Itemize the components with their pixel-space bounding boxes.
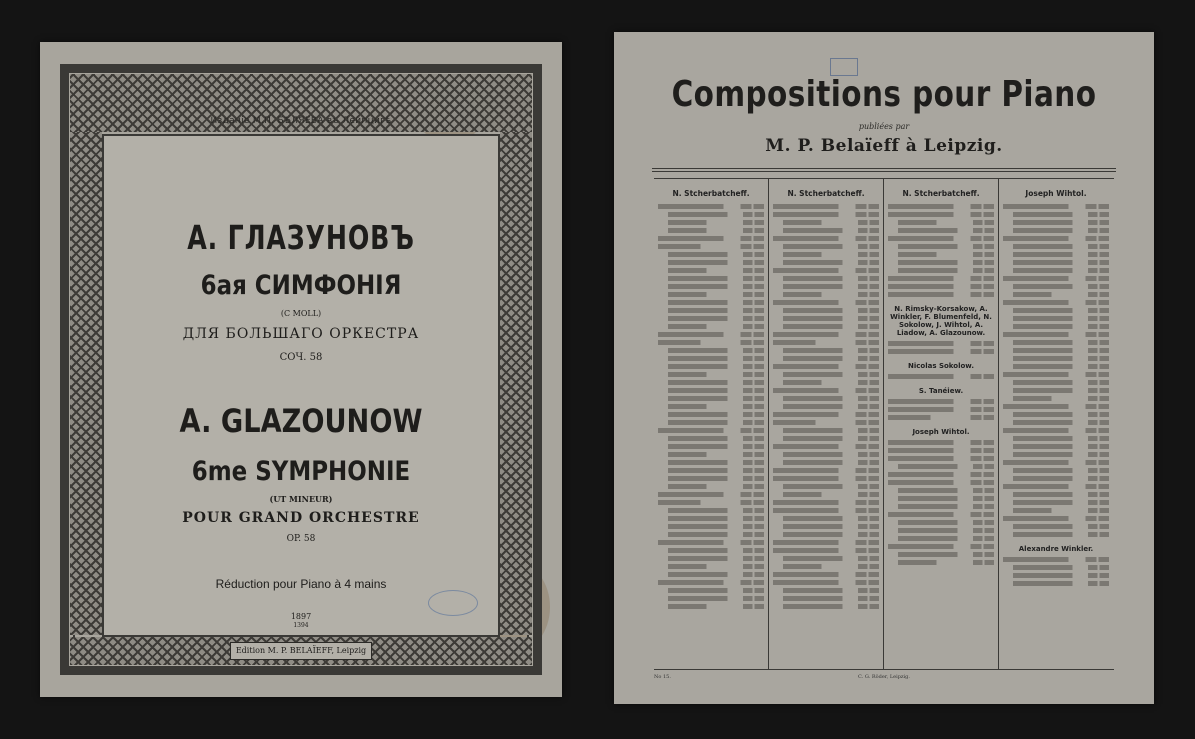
listing-lines [654,204,768,609]
composer-name-ru: А. ГЛАЗУНОВЪ [187,218,415,257]
column-subheading: S. Tanéiew. [918,387,964,395]
footer-number: No 15. [654,674,671,680]
catalogue-columns [654,178,1114,670]
ornament-right [500,132,532,635]
reduction-note: Réduction pour Piano à 4 mains [215,577,387,591]
column-subheading: Alexandre Winkler. [1018,545,1094,553]
edition-label: Edition M. P. BELAÏEFF, Leipzig [230,642,372,660]
listing-lines [999,204,1113,537]
column-subheading: Joseph Wihtol. [912,428,970,436]
opus-fr: OP. 58 [286,534,316,544]
orchestra-fr: POUR GRAND ORCHESTRE [182,510,420,526]
symphony-title-fr: 6me SYMPHONIE [191,456,411,487]
published-by-label: publiées par [858,122,910,131]
key-fr: (UT MINEUR) [269,494,333,504]
listing-lines [769,204,883,609]
column-heading: Joseph Wihtol. [1025,189,1087,198]
composer-name-fr: A. GLAZOUNOW [179,402,423,440]
catalogue-column-2 [769,179,884,669]
symphony-title-ru: 6ая СИМФОНIЯ [200,270,402,301]
column-heading: N. Stcherbatcheff. [672,189,750,198]
footer-printer: C. G. Röder, Leipzig. [858,674,910,680]
score-cover [40,42,562,697]
catalogue-column-4 [999,179,1113,669]
listing-lines [884,204,998,297]
catalogue-page [614,32,1154,704]
ornament-left [70,132,102,635]
key-ru: (C MOLL) [280,309,322,318]
publisher-name: M. P. Belaïeff à Leipzig. [765,136,1003,156]
publication-year: 1897 [290,612,312,621]
divider [652,168,1116,169]
column-heading: N. Stcherbatcheff. [902,189,980,198]
publisher-label-ru: Изданiе М.П. БѢЛЯЕВА въ Лейпцигѣ [210,116,392,126]
orchestra-ru: ДЛЯ БОЛЬШАГО ОРКЕСТРА [182,326,420,342]
divider [652,171,1116,172]
catalogue-title: Compositions pour Piano [671,74,1097,115]
library-stamp [428,590,478,616]
catalogue-column-3 [884,179,999,669]
title-panel [102,134,500,637]
column-heading: N. Stcherbatcheff. [787,189,865,198]
plate-number: 1394 [293,622,309,629]
catalogue-column-1 [654,179,769,669]
column-subheading: Nicolas Sokolow. [908,362,974,370]
column-subheading: N. Rimsky-Korsakow, A. Winkler, F. Blumenfeld, N. Sokolow, J. Wihtol, A. Liadow, A. Glazounow. [890,305,992,337]
opus-ru: СОЧ. 58 [279,352,323,363]
